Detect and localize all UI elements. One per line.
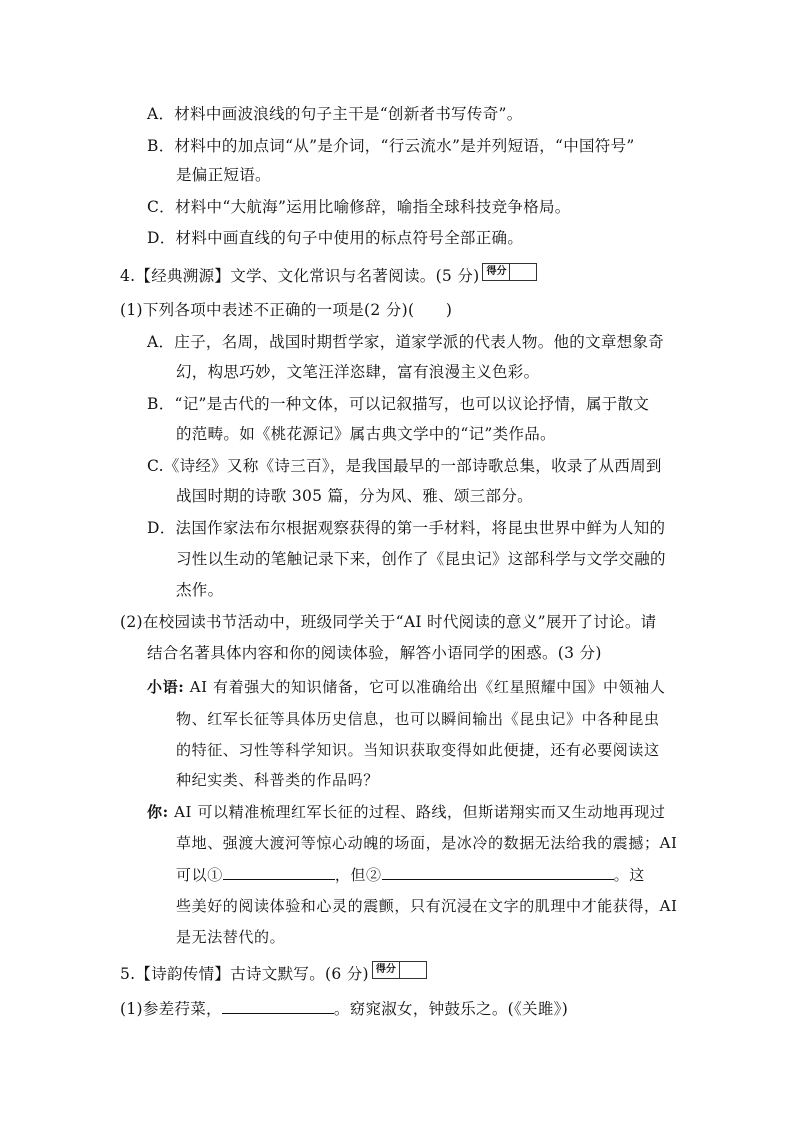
option-a: A．材料中画波浪线的句子主干是“创新者书写传奇”。: [147, 105, 523, 123]
your-speech-line3: [176, 864, 645, 885]
q4-sub2-prompt: (2)在校园读书节活动中，班级同学关于“AI 时代阅读的意义”展开了讨论。请: [120, 613, 657, 631]
q4-option-d-continued: 习性以生动的笔触记录下来，创作了《昆虫记》这部科学与文学交融的: [176, 550, 666, 568]
question-4-title: [120, 266, 537, 286]
option-d: D．材料中画直线的句子中使用的标点符号全部正确。: [147, 229, 524, 247]
q4-option-b-continued: 的范畴。如《桃花源记》属古典文学中的“记”类作品。: [176, 425, 556, 443]
your-speech-line2: 草地、强渡大渡河等惊心动魄的场面，是冰冷的数据无法给我的震撼；AI: [176, 834, 678, 852]
question-4-title-text: 4.【经典溯源】文学、文化常识与名著阅读。(5 分): [120, 267, 480, 285]
xiaoyu-speech-line2: 物、红军长征等具体历史信息，也可以瞬间输出《昆虫记》中各种昆虫: [176, 710, 660, 728]
blank-1-prefix: 可以①: [176, 866, 223, 884]
your-text: AI 可以精准梳理红军长征的过程、路线，但斯诺翔实而又生动地再现过: [168, 803, 666, 821]
score-box[interactable]: [482, 263, 537, 281]
q4-sub2-prompt-continued: 结合名著具体内容和你的阅读体验，解答小语同学的困惑。(3 分): [147, 644, 602, 662]
question-5-title-text: 5.【诗韵传情】古诗文默写。(6 分): [120, 965, 369, 983]
blank-2-prefix: ，但②: [334, 866, 382, 884]
q5-sub1-prefix: (1)参差荇菜，: [120, 1000, 222, 1018]
your-speech-line4: 些美好的阅读体验和心灵的震颤，只有沉浸在文字的肌理中才能获得，AI: [176, 897, 678, 915]
option-c: C．材料中“大航海”运用比喻修辞，喻指全球科技竞争格局。: [147, 198, 571, 216]
q4-option-d-continued-2: 杰作。: [176, 581, 224, 599]
answer-blank-3[interactable]: [222, 998, 334, 1014]
your-label: 你:: [147, 803, 169, 821]
q4-option-a: A．庄子，名周，战国时期哲学家，道家学派的代表人物。他的文章想象奇: [147, 333, 665, 351]
your-speech-line5: 是无法替代的。: [176, 928, 286, 946]
answer-blank-1[interactable]: [223, 864, 335, 880]
q4-option-b: B．“记”是古代的一种文体，可以记叙描写，也可以议论抒情，属于散文: [147, 395, 650, 413]
xiaoyu-speech-line4: 种纪实类、科普类的作品吗？: [176, 771, 379, 789]
your-speech: [147, 802, 665, 822]
score-label: 得分: [373, 962, 400, 978]
q5-sub1: [120, 998, 568, 1019]
q4-option-c-continued: 战国时期的诗歌 305 篇，分为风、雅、颂三部分。: [176, 487, 533, 505]
option-b-continued: 是偏正短语。: [176, 166, 271, 184]
q5-sub1-suffix: 。窈窕淑女，钟鼓乐之。(《关雎》): [333, 1000, 569, 1018]
xiaoyu-text: AI 有着强大的知识储备，它可以准确给出《红星照耀中国》中领袖人: [184, 678, 666, 696]
score-box[interactable]: [372, 961, 427, 979]
q4-option-c: C.《诗经》又称《诗三百》，是我国最早的一部诗歌总集，收录了从西周到: [147, 457, 662, 475]
xiaoyu-speech-line3: 的特征、习性等科学知识。当知识获取变得如此便捷，还有必要阅读这: [176, 741, 660, 759]
option-b: B．材料中的加点词“从”是介词，“行云流水”是并列短语，“中国符号”: [147, 137, 635, 155]
q4-option-d: D．法国作家法布尔根据观察获得的第一手材料，将昆虫世界中鲜为人知的: [147, 519, 666, 537]
score-label: 得分: [483, 264, 510, 280]
q4-sub1-prompt: (1)下列各项中表述不正确的一项是(2 分)( ): [120, 301, 453, 319]
xiaoyu-speech: [147, 677, 665, 697]
xiaoyu-label: 小语:: [147, 678, 185, 696]
q4-option-a-continued: 幻，构思巧妙，文笔汪洋恣肆，富有浪漫主义色彩。: [176, 363, 540, 381]
answer-blank-2[interactable]: [382, 864, 614, 880]
question-5-title: [120, 964, 427, 984]
blank-2-suffix: 。这: [613, 866, 645, 884]
